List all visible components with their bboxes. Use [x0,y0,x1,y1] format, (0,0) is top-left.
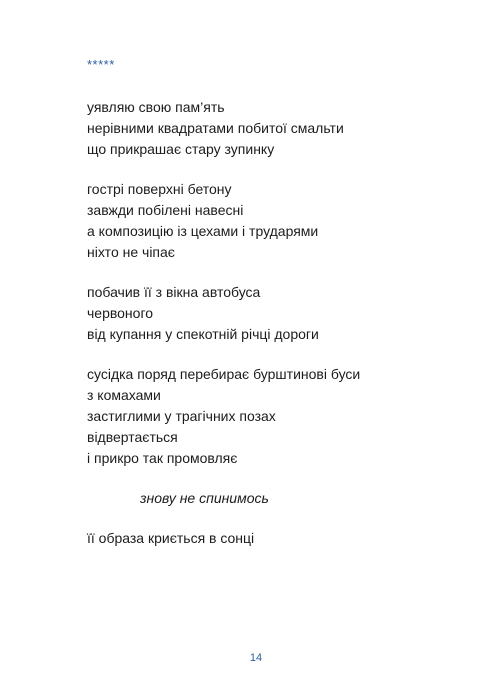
stanza-2 [87,179,477,263]
stanza-6 [87,528,477,549]
poem-line: і прикро так промовляє [87,450,238,466]
poem-line: від купання у спекотній річці дороги [87,326,319,342]
stanza-italic-refrain [87,488,477,509]
poem-line: побачив її з вікна автобуса [87,284,261,300]
poem-line: червоного [87,305,154,321]
poem-line: що прикрашає стару зупинку [87,141,275,157]
poem-line: гострі поверхні бетону [87,181,232,197]
poem-line: завжди побілені навесні [87,202,244,218]
poem-line: її образа криється в сонці [87,530,255,546]
section-ornament: ***** [87,57,115,72]
poem-line: уявляю свою пам’ять [87,99,225,115]
poem-line: нерівними квадратами побитої смальти [87,120,344,136]
stanza-3 [87,282,477,345]
stanza-1 [87,97,477,160]
poem [87,97,477,568]
poem-line: застиглими у трагічних позах [87,408,276,424]
stanza-4 [87,364,477,469]
page-number: 14 [249,652,263,664]
poem-line: з комахами [87,387,161,403]
poem-line-italic: знову не спинимось [140,490,269,506]
poem-line: а композицію із цехами і трударями [87,223,319,239]
poem-line: ніхто не чіпає [87,244,175,260]
poem-line: сусідка поряд перебирає бурштинові буси [87,366,361,382]
poem-line: відвертається [87,429,178,445]
